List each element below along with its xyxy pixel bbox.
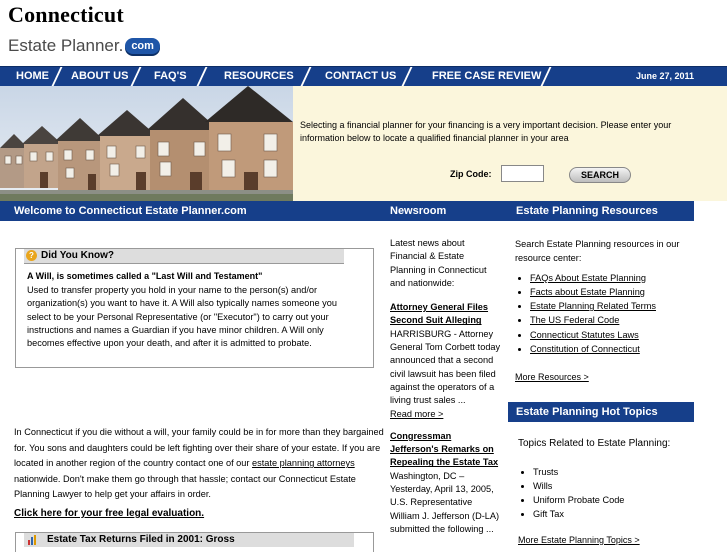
resources-title: Estate Planning Resources bbox=[516, 205, 658, 217]
newsroom-bar bbox=[386, 201, 508, 221]
zip-code-label: Zip Code: bbox=[450, 169, 492, 179]
logo-site-name: Estate Planner. com bbox=[8, 36, 160, 56]
nav-separator bbox=[131, 67, 142, 86]
list-item bbox=[530, 313, 700, 327]
hot-topics-title: Estate Planning Hot Topics bbox=[516, 406, 658, 418]
planner-search-panel bbox=[293, 86, 727, 201]
nav-contact-us[interactable]: CONTACT US bbox=[325, 70, 397, 82]
list-item bbox=[530, 342, 700, 356]
nav-separator bbox=[52, 67, 63, 86]
did-you-know-header bbox=[24, 249, 344, 264]
nav-about-us[interactable]: ABOUT US bbox=[71, 70, 129, 82]
news-headline-link[interactable]: Congressman Jefferson's Remarks on Repealing the Estate Tax bbox=[390, 430, 499, 468]
hot-topics-column bbox=[518, 437, 703, 547]
list-item bbox=[530, 271, 700, 285]
did-you-know-box bbox=[15, 248, 374, 368]
search-button[interactable]: SEARCH bbox=[569, 167, 631, 183]
question-mark-icon: ? bbox=[26, 250, 37, 261]
list-item[interactable]: • Wills bbox=[533, 479, 703, 493]
nav-separator bbox=[541, 67, 552, 86]
free-evaluation-link[interactable]: Click here for your free legal evaluation. bbox=[14, 508, 205, 519]
resources-column bbox=[515, 237, 700, 385]
resources-intro: Search Estate Planning resources in our resource center: bbox=[515, 239, 680, 264]
resources-bar bbox=[508, 201, 694, 221]
nav-separator bbox=[301, 67, 312, 86]
nav-faqs[interactable]: FAQ'S bbox=[154, 70, 187, 82]
resource-link-statutes[interactable]: Connecticut Statutes Laws bbox=[530, 329, 639, 340]
list-item bbox=[530, 285, 700, 299]
newsroom-title: Newsroom bbox=[390, 205, 447, 217]
did-you-know-title: Did You Know? bbox=[41, 250, 114, 261]
list-item bbox=[530, 299, 700, 313]
news-summary: Washington, DC – Yesterday, April 13, 2005, U.S. Representative William J. Jefferson (D-LA) submitted the following ... bbox=[390, 470, 500, 534]
news-intro: Latest news about Financial & Estate Planning in Connecticut and nationwide: bbox=[390, 238, 487, 288]
did-you-know-subtitle: A Will, is sometimes called a "Last Will and Testament" bbox=[27, 271, 263, 281]
resource-link-constitution[interactable]: Constitution of Connecticut bbox=[530, 344, 640, 355]
resource-link-terms[interactable]: Estate Planning Related Terms bbox=[530, 301, 656, 312]
townhouses-photo bbox=[0, 86, 293, 201]
estate-tax-title: Estate Tax Returns Filed in 2001: Gross bbox=[47, 534, 235, 545]
intro-paragraph: In Connecticut if you die without a will, your family could be in for more than they bargained for. You sons and daughters could be left fighting over their share of your estate. If you are located in another region of the country contact one of our estate planning attorneys nationwide. Don't make them go through that hassle; contact our Connecticut Estate Planning Lawyer to help get your affairs in order. bbox=[14, 427, 384, 500]
bar-chart-icon bbox=[28, 535, 38, 545]
resource-link-federal-code[interactable]: The US Federal Code bbox=[530, 315, 620, 326]
nav-separator bbox=[197, 67, 208, 86]
estate-tax-box bbox=[15, 532, 374, 552]
logo-com-badge: com bbox=[125, 38, 160, 54]
newsroom-column bbox=[390, 237, 502, 536]
nav-separator bbox=[402, 67, 413, 86]
hot-topics-list bbox=[518, 465, 703, 521]
list-item[interactable]: • Trusts bbox=[533, 465, 703, 479]
news-summary: HARRISBURG - Attorney General Tom Corbett today announced that a second civil lawsuit has been filed against the operators of a living trust sales ... bbox=[390, 328, 501, 406]
list-item[interactable]: • Gift Tax bbox=[533, 507, 703, 521]
site-logo[interactable] bbox=[8, 2, 154, 55]
more-resources-link[interactable]: More Resources > bbox=[515, 372, 589, 383]
nav-home[interactable]: HOME bbox=[16, 70, 49, 82]
hot-topics-bar bbox=[508, 402, 694, 422]
current-date: June 27, 2011 bbox=[635, 71, 694, 81]
welcome-bar bbox=[0, 201, 386, 221]
resource-link-faqs[interactable]: FAQs About Estate Planning bbox=[530, 272, 646, 283]
search-intro-text: Selecting a financial planner for your financing is a very important decision. Please enter your information below to locate a qualified financial planner in your area bbox=[300, 120, 672, 143]
more-topics-link[interactable]: More Estate Planning Topics > bbox=[518, 535, 640, 545]
read-more-link[interactable]: Read more > bbox=[390, 408, 444, 419]
hot-topics-intro: Topics Related to Estate Planning: bbox=[518, 438, 671, 449]
welcome-title: Welcome to Connecticut Estate Planner.com bbox=[14, 205, 247, 217]
zip-code-input[interactable] bbox=[501, 165, 544, 182]
nav-free-case-review[interactable]: FREE CASE REVIEW bbox=[432, 70, 542, 82]
resources-list bbox=[515, 271, 700, 357]
did-you-know-body: Used to transfer property you hold in your name to the person(s) and/or organization(s) you want to have it. A Will also typically names someone you select to be your Personal Representative (or "Executor") to carry out your instructions and names a Guardian if you have minor children. A Will only becomes effective upon your death, and after it is admitted to probate. bbox=[27, 285, 337, 349]
main-nav bbox=[0, 66, 727, 86]
logo-state-name: Connecticut bbox=[8, 2, 124, 27]
list-item[interactable]: • Uniform Probate Code bbox=[533, 493, 703, 507]
estate-attorneys-link[interactable]: estate planning attorneys bbox=[252, 458, 355, 469]
resource-link-facts[interactable]: Facts about Estate Planning bbox=[530, 286, 645, 297]
news-headline-link[interactable]: Attorney General Files Second Suit Alleging bbox=[390, 302, 489, 326]
list-item bbox=[530, 328, 700, 342]
nav-resources[interactable]: RESOURCES bbox=[224, 70, 294, 82]
